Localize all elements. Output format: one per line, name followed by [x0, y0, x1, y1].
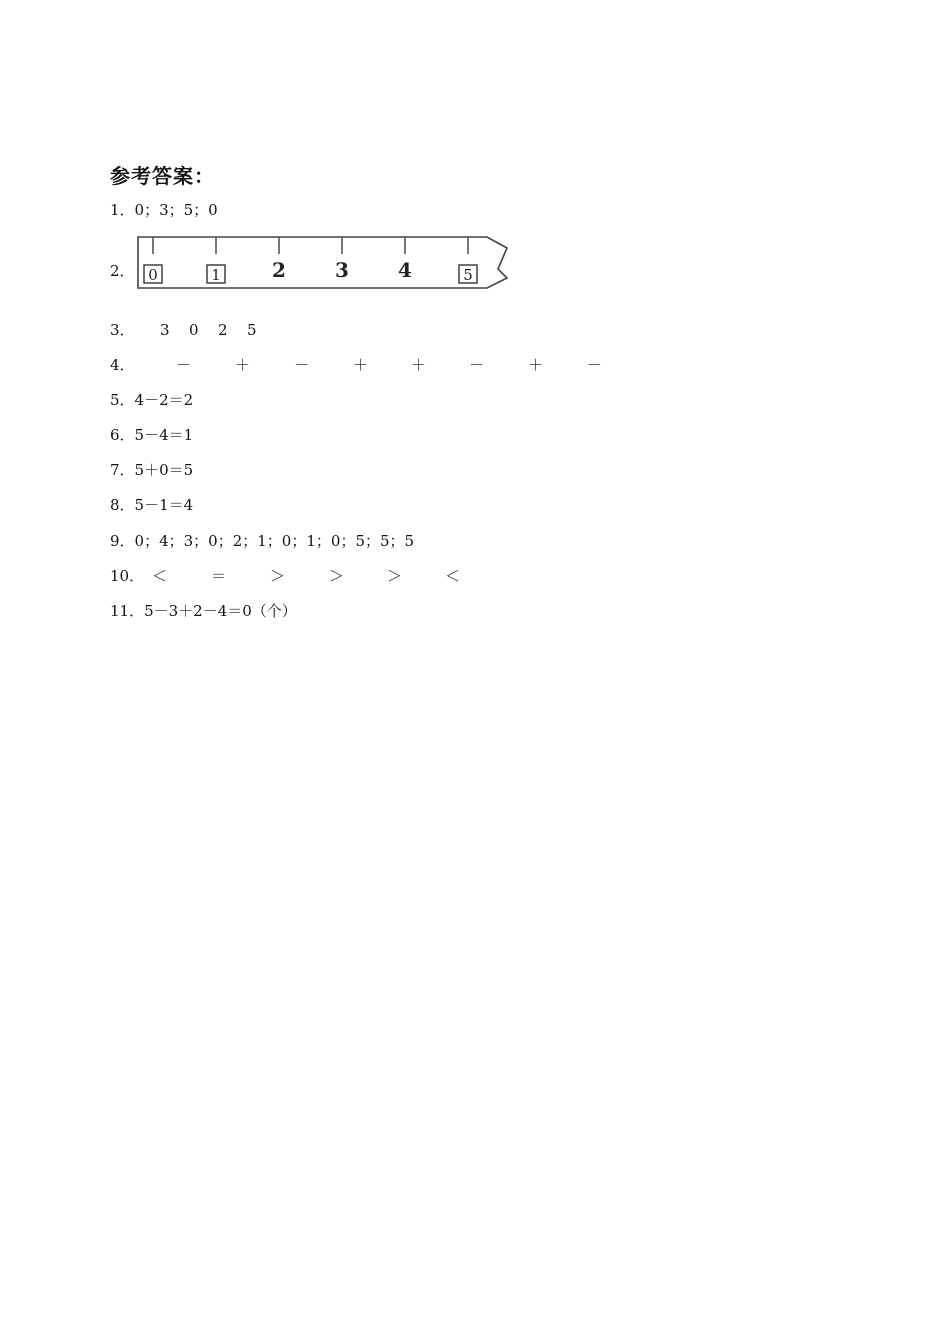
- answer-text: 5－1＝4: [134, 496, 194, 514]
- ruler-label: 3: [335, 258, 349, 282]
- answer-compare: ＜: [445, 567, 461, 585]
- answer-5: [110, 389, 193, 411]
- page-title: 参考答案：: [110, 164, 215, 188]
- ruler-ticks: [153, 237, 468, 254]
- ruler-outline: [138, 237, 507, 288]
- ruler-labels: [144, 258, 477, 284]
- answer-item: 2: [218, 321, 228, 339]
- answer-sign: －: [176, 356, 192, 374]
- answer-text: 5－4＝1: [134, 426, 194, 444]
- answer-text: 5－3＋2－4＝0（个）: [144, 602, 297, 620]
- answer-number: 1．: [110, 201, 135, 219]
- answer-sign: －: [587, 356, 603, 374]
- answer-number: 9．: [110, 532, 135, 550]
- answer-8: [110, 494, 193, 516]
- ruler-label: 2: [272, 258, 286, 282]
- answer-sign: －: [469, 356, 485, 374]
- answer-number: 7．: [110, 461, 135, 479]
- answer-sign: ＋: [528, 356, 544, 374]
- answer-6: [110, 424, 193, 446]
- answer-number: 8．: [110, 496, 135, 514]
- number-ruler: [135, 234, 515, 294]
- answer-compare: ＜: [152, 567, 168, 585]
- answer-2-number: 2．: [110, 262, 135, 280]
- answer-number: 4．: [110, 356, 135, 374]
- answer-item: 0: [189, 321, 199, 339]
- answer-number: 5．: [110, 391, 135, 409]
- answer-number: 3．: [110, 321, 135, 339]
- answer-compare: ＞: [387, 567, 403, 585]
- answer-11: [110, 600, 297, 622]
- answer-3: [110, 319, 410, 341]
- ruler-label: 1: [211, 266, 221, 284]
- answer-sign: －: [294, 356, 310, 374]
- ruler-label: 0: [148, 266, 158, 284]
- answer-7: [110, 459, 193, 481]
- ruler-label: 5: [463, 266, 473, 284]
- answer-text: 0；3；5；0: [134, 201, 218, 219]
- answer-number: 6．: [110, 426, 135, 444]
- answer-1: [110, 199, 218, 221]
- ruler-label: 4: [398, 258, 412, 282]
- answer-9: [110, 530, 414, 552]
- answer-item: 5: [247, 321, 257, 339]
- answer-sign: ＋: [411, 356, 427, 374]
- answer-compare: ＝: [211, 567, 227, 585]
- answer-text: 4－2＝2: [134, 391, 194, 409]
- answer-compare: ＞: [270, 567, 286, 585]
- answer-number: 11．: [110, 602, 145, 620]
- answer-4: [110, 354, 630, 376]
- answer-number: 10．: [110, 567, 145, 585]
- answer-10: [110, 565, 510, 587]
- answer-sign: ＋: [235, 356, 251, 374]
- answer-text: 0；4；3；0；2；1；0；1；0；5；5；5: [134, 532, 415, 550]
- answer-sign: ＋: [353, 356, 369, 374]
- ruler-svg: [135, 234, 515, 294]
- answer-text: 5＋0＝5: [134, 461, 194, 479]
- answer-item: 3: [160, 321, 170, 339]
- answer-compare: ＞: [329, 567, 345, 585]
